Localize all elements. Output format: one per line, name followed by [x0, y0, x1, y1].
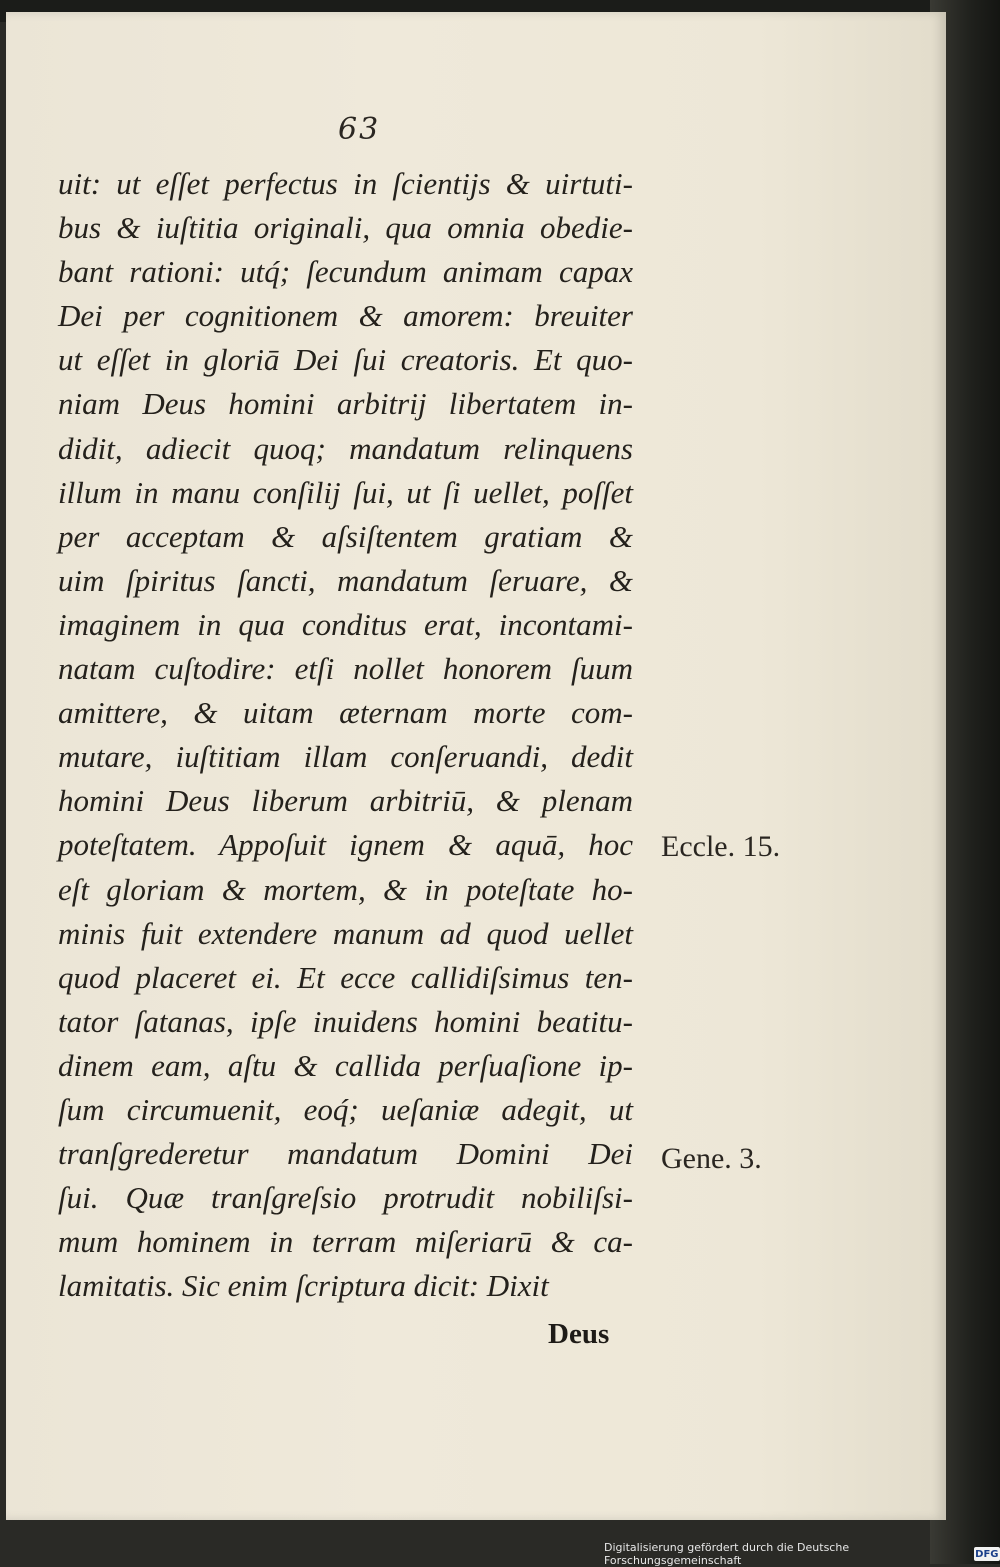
text-line: ſum circumuenit, eoq́; ueſaniæ adegit, ut	[58, 1091, 633, 1127]
text-line: poteſtatem. Appoſuit ignem & aquā, hoc	[58, 827, 633, 863]
text-line: bant rationi: utq́; ſecundum animam capax	[58, 254, 633, 290]
text-line: lamitatis. Sic enim ſcriptura dicit: Dixit	[58, 1268, 549, 1304]
text-line: homini Deus liberum arbitriū, & plenam	[58, 783, 633, 819]
text-line: illum in manu conſilij ſui, ut ſi uellet, poſſet	[58, 474, 633, 510]
text-line: imaginem in qua conditus erat, incontami-	[58, 606, 633, 642]
text-line: uit: ut eſſet perfectus in ſcientijs & uirtuti-	[58, 166, 633, 201]
text-line: tranſgrederetur mandatum Domini Dei	[58, 1136, 633, 1172]
book-page	[6, 12, 946, 1520]
text-line: minis fuit extendere manum ad quod uellet	[58, 915, 633, 951]
text-line: ut eſſet in gloriā Dei ſui creatoris. Et quo-	[58, 342, 633, 378]
page-number: 63	[338, 112, 381, 147]
text-line: didit, adiecit quoq; mandatum relinquens	[58, 430, 633, 466]
body-text	[58, 162, 648, 1308]
text-line: dinem eam, aſtu & callida perſuaſione ip-	[58, 1047, 633, 1083]
text-line: ſui. Quæ tranſgreſsio protrudit nobiliſsi-	[58, 1180, 633, 1216]
text-line: mutare, iuſtitiam illam conſeruandi, dedit	[58, 739, 633, 775]
margin-note-eccle: Eccle. 15.	[661, 830, 781, 863]
text-line: uim ſpiritus ſancti, mandatum ſeruare, &	[58, 562, 633, 598]
text-line: amittere, & uitam æternam morte com-	[58, 695, 633, 731]
text-line: tator ſatanas, ipſe inuidens homini beatitu-	[58, 1003, 633, 1039]
text-line: quod placeret ei. Et ecce callidiſsimus ten-	[58, 959, 633, 995]
text-line: bus & iuſtitia originali, qua omnia obedie-	[58, 210, 633, 246]
text-line: per acceptam & aſsiſtentem gratiam &	[58, 518, 633, 554]
digitization-footer	[604, 1541, 1000, 1567]
dfg-logo: DFG	[975, 1548, 999, 1560]
footer-credit: Digitalisierung gefördert durch die Deutsche Forschungsgemeinschaft	[604, 1541, 850, 1567]
text-line: natam cuſtodire: etſi nollet honorem ſuum	[58, 651, 633, 687]
text-line: mum hominem in terram miſeriarū & ca-	[58, 1224, 633, 1260]
text-line: niam Deus homini arbitrij libertatem in-	[58, 386, 633, 422]
text-line: Dei per cognitionem & amorem: breuiter	[58, 298, 633, 334]
margin-note-gene: Gene. 3.	[661, 1142, 762, 1175]
text-line: eſt gloriam & mortem, & in poteſtate ho-	[58, 871, 633, 907]
catchword: Deus	[548, 1318, 610, 1350]
